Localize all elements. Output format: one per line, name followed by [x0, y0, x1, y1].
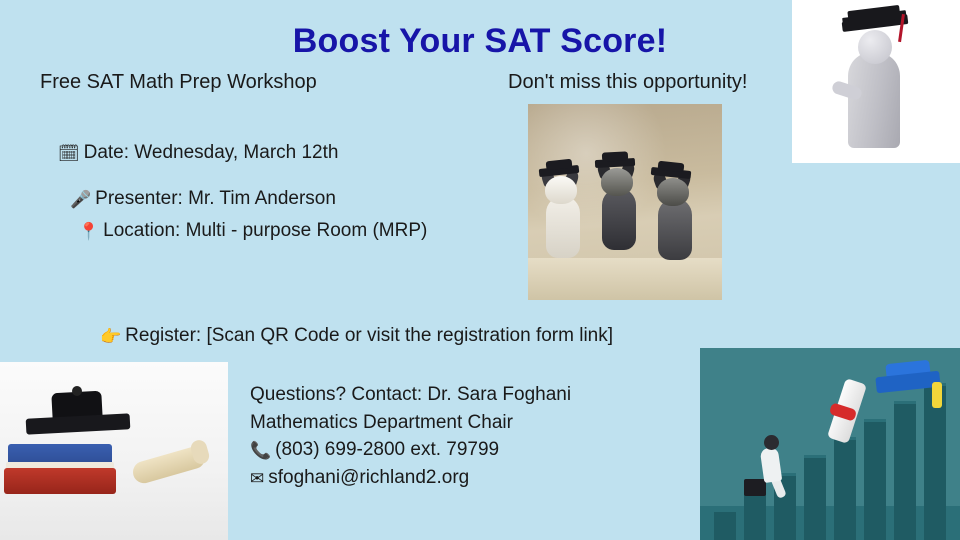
stair-bar	[834, 437, 856, 540]
graduation-cap-books-image	[0, 362, 228, 540]
briefcase-icon	[744, 479, 766, 496]
dog-face	[657, 178, 689, 206]
stair-bar	[804, 455, 826, 540]
map-pin-icon: 📍	[78, 222, 100, 241]
presenter-line	[70, 188, 336, 210]
painting-floor	[528, 258, 722, 300]
stair-bar	[864, 419, 886, 540]
contact-title-line: Mathematics Department Chair	[250, 411, 513, 433]
cap-button	[72, 386, 82, 396]
phone-icon: 📞	[250, 441, 272, 461]
presenter-text: Presenter: Mr. Tim Anderson	[95, 188, 336, 209]
location-line	[78, 220, 427, 242]
contact-block	[250, 381, 571, 491]
call-to-action-text: Don't miss this opportunity!	[508, 71, 748, 93]
graduation-cap-tassel	[932, 382, 942, 408]
illustration-ground	[700, 506, 960, 540]
pointing-hand-icon: 👉	[100, 327, 122, 346]
dog-face	[545, 176, 577, 204]
envelope-icon: ✉	[250, 468, 265, 488]
career-stairs-image	[700, 348, 960, 540]
graduate-figure-image	[792, 0, 960, 163]
location-text: Location: Multi - purpose Room (MRP)	[103, 220, 428, 241]
dog-torso	[546, 196, 580, 258]
page-title: Boost Your SAT Score!	[292, 22, 668, 60]
contact-phone-line	[250, 436, 571, 464]
cap-board	[26, 413, 131, 434]
person-head	[764, 435, 779, 450]
stair-bar	[894, 401, 916, 540]
workshop-subtitle: Free SAT Math Prep Workshop	[40, 71, 317, 93]
dog-mortarboard-crown	[602, 151, 628, 161]
phone-text: (803) 699-2800 ext. 79799	[275, 439, 500, 461]
register-line	[100, 325, 613, 347]
contact-email-line	[250, 464, 571, 492]
dog-torso	[658, 198, 692, 260]
calendar-icon: 🗓	[58, 144, 80, 163]
contact-name-line: Questions? Contact: Dr. Sara Foghani	[250, 384, 572, 405]
register-text: Register: [Scan QR Code or visit the registration form link]	[125, 325, 614, 346]
dog-torso	[602, 188, 636, 250]
email-text: sfoghani@richland2.org	[268, 466, 470, 488]
figure-head	[858, 30, 892, 64]
date-text: Date: Wednesday, March 12th	[83, 142, 339, 163]
dog-face	[601, 168, 633, 196]
graduation-dogs-image	[528, 104, 722, 300]
figure-body	[848, 52, 900, 148]
date-line	[58, 142, 338, 164]
red-book	[4, 468, 116, 494]
stair-bar	[744, 491, 766, 540]
microphone-icon: 🎤	[70, 190, 92, 209]
stair-bar	[714, 509, 736, 540]
